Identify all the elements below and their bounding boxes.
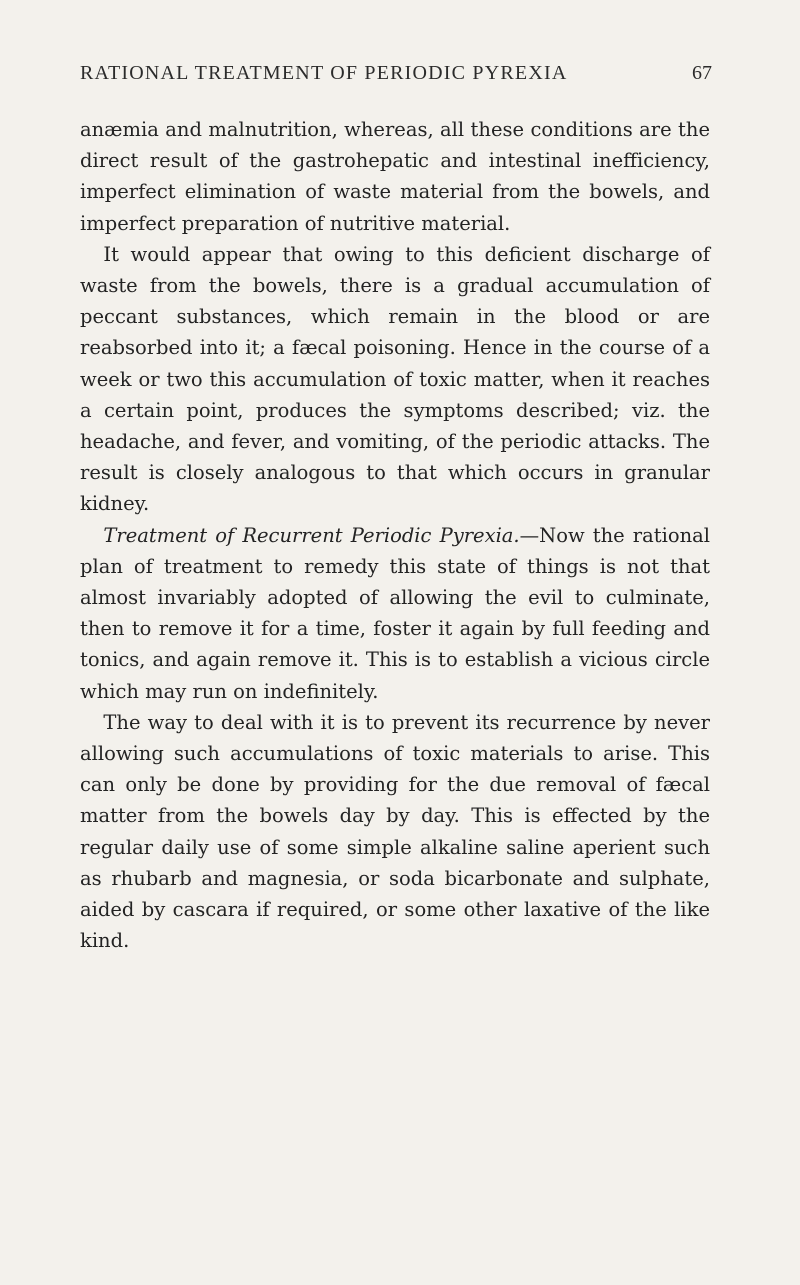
- running-title: RATIONAL TREATMENT OF PERIODIC PYREXIA: [80, 62, 568, 84]
- body-text: [80, 114, 710, 956]
- paragraph-text: anæmia and malnutrition, whereas, all these conditions are the direct result of the gastrohepatic and intestinal inefficiency, imperfect elimination of waste material from the bowels, and imperfect preparation of nutritive material.: [80, 118, 710, 235]
- paragraph: [80, 239, 710, 520]
- section-heading: Treatment of Recurrent Periodic Pyrexia.: [103, 523, 520, 547]
- paragraph-continued: [80, 114, 710, 239]
- paragraph: [80, 707, 710, 957]
- page-number: 67: [692, 62, 712, 84]
- paragraph-treatment: [80, 520, 710, 707]
- running-head: [80, 62, 712, 92]
- paragraph-text: It would appear that owing to this deficient discharge of waste from the bowels, there is a gradual accumulation of peccant substances, which remain in the blood or are reabsorbed into it; a fæcal poisoning. Hence in the course of a week or two this accumulation of toxic matter, when it reaches a certain point, produces the symptoms described; viz. the headache, and fever, and vomiting, of the periodic attacks. The result is closely analogous to that which occurs in granular kidney.: [80, 242, 710, 516]
- paragraph-text: The way to deal with it is to prevent its recurrence by never allowing such accumulations of toxic materials to arise. This can only be done by providing for the due removal of fæcal matter from the bowels day by day. This is effected by the regular daily use of some simple alkaline saline aperient such as rhubarb and magnesia, or soda bicarbonate and sulphate, aided by cascara if required, or some other laxative of the like kind.: [80, 710, 710, 953]
- paragraph-text: —Now the rational plan of treatment to remedy this state of things is not that almost invariably adopted of allowing the evil to culminate, then to remove it for a time, foster it again by full feeding and tonics, and again remove it. This is to establish a vicious circle which may run on indefinitely.: [80, 523, 710, 703]
